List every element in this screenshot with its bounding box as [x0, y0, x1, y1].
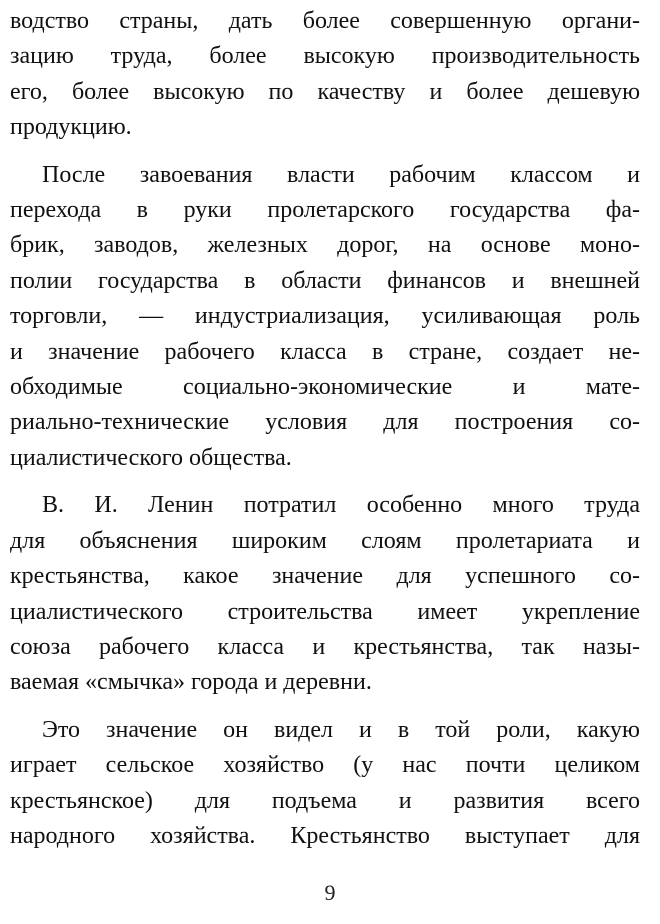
- text-line: его, более высокую по качеству и более дешевую: [10, 78, 640, 105]
- text-line: и значение рабочего класса в стране, создает не-: [10, 338, 640, 365]
- text-line: перехода в руки пролетарского государства фа-: [10, 197, 640, 224]
- paragraph-3: [10, 488, 640, 700]
- text-line: народного хозяйства. Крестьянство выступает для: [10, 822, 640, 849]
- text-line: играет сельское хозяйство (у нас почти целиком: [10, 752, 640, 779]
- paragraph-1: [10, 4, 640, 146]
- text-line: Это значение он видел и в той роли, какую: [42, 716, 640, 743]
- text-line: обходимые социально-экономические и мате-: [10, 374, 640, 401]
- text-line: зацию труда, более высокую производительность: [10, 43, 640, 70]
- paragraph-2: [10, 158, 640, 477]
- text-line: ваемая «смычка» города и деревни.: [10, 669, 372, 696]
- text-line: для объяснения широким слоям пролетариата и: [10, 527, 640, 554]
- text-line: риально-технические условия для построения со-: [10, 409, 640, 436]
- text-line: брик, заводов, железных дорог, на основе моно-: [10, 232, 640, 259]
- text-line: крестьянства, какое значение для успешного со-: [10, 563, 640, 590]
- text-line: циалистического строительства имеет укрепление: [10, 598, 640, 625]
- text-line: союза рабочего класса и крестьянства, так назы-: [10, 633, 640, 660]
- document-page: [10, 4, 640, 854]
- text-line: торговли, — индустриализация, усиливающая роль: [10, 303, 640, 330]
- text-line: полии государства в области финансов и внешней: [10, 267, 640, 294]
- text-line: крестьянское) для подъема и развития всего: [10, 787, 640, 814]
- paragraph-4: [10, 713, 640, 855]
- page-number: 9: [324, 880, 336, 905]
- text-line: водство страны, дать более совершенную органи-: [10, 8, 640, 34]
- text-line: циалистического общества.: [10, 444, 292, 471]
- text-line: В. И. Ленин потратил особенно много труда: [42, 492, 640, 519]
- text-line: После завоевания власти рабочим классом и: [42, 161, 640, 188]
- text-line: продукцию.: [10, 114, 132, 141]
